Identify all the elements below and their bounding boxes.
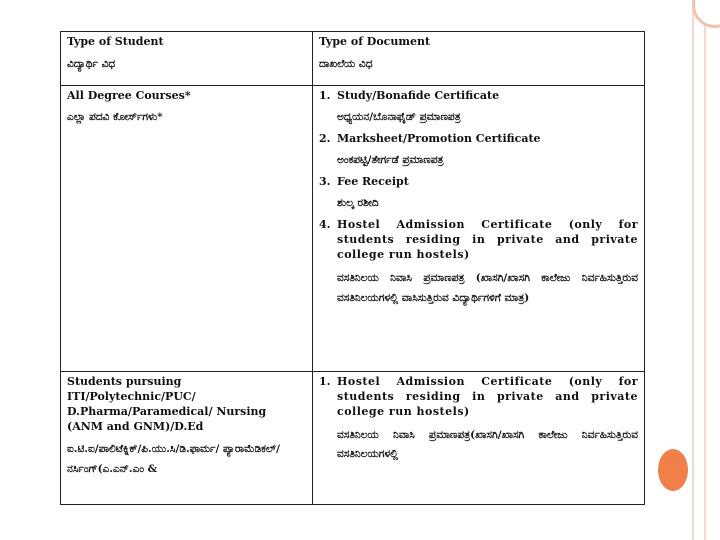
table-header-row — [61, 32, 645, 86]
document-item — [319, 175, 638, 210]
document-cell-degree — [313, 86, 645, 372]
table-row-iti — [61, 372, 645, 505]
slide-border-left — [692, 0, 694, 540]
document-item — [319, 132, 638, 167]
header-student-type — [61, 32, 313, 86]
student-cell-iti — [61, 372, 313, 505]
document-name-en: Hostel Admission Certificate (only for students residing in private and private college run hostels) — [337, 218, 638, 261]
student-type-en: Students pursuing ITI/Polytechnic/PUC/ D.Pharma/Paramedical/ Nursing (ANM and GNM)/D.Ed — [67, 375, 267, 433]
decorative-circle-orange — [658, 449, 688, 491]
document-name-kn: ವಸತಿನಿಲಯ ನಿವಾಸಿ ಪ್ರಮಾಣಪತ್ರ (ಖಾಸಗಿ/ಖಾಸಗಿ ಕಾಲೇಜು ನಿರ್ವಹಿಸುತ್ತಿರುವ ವಸತಿನಿಲಯಗಳಲ್ಲಿ ವಾಸಿಸುತ್ತಿರುವ ವಿದ್ಯಾರ್ಥಿಗಳಿಗೆ ಮಾತ್ರ) — [337, 271, 638, 304]
document-item — [319, 218, 638, 308]
document-name-kn: ಅಂಕಪಟ್ಟಿ/ತೇರ್ಗಡೆ ಪ್ರಮಾಣಪತ್ರ — [337, 153, 444, 166]
document-number: 3. — [319, 175, 331, 189]
document-item — [319, 89, 638, 124]
document-table — [60, 31, 645, 505]
document-list — [319, 375, 638, 465]
student-type-kn: ಐ.ಟಿ.ಐ/ಪಾಲಿಟೆಕ್ನಿಕ್/ಪಿ.ಯು.ಸಿ/ಡಿ.ಫಾರ್ಮ/ ಪ್ಯಾರಾಮೆಡಿಕಲ್/ನರ್ಸಿಂಗ್(ಎ.ಎನ್.ಎಂ & — [67, 443, 280, 476]
document-name-kn: ಶುಲ್ಕ ರಶೀದಿ — [337, 196, 379, 209]
header-document-type-en: Type of Document — [319, 35, 431, 48]
student-type-en: All Degree Courses* — [67, 89, 191, 102]
document-name-kn: ವಸತಿನಿಲಯ ನಿವಾಸಿ ಪ್ರಮಾಣಪತ್ರ(ಖಾಸಗಿ/ಖಾಸಗಿ ಕಾಲೇಜು ನಿರ್ವಹಿಸುತ್ತಿರುವ ವಸತಿನಿಲಯಗಳಲ್ಲಿ — [337, 428, 638, 461]
student-cell-degree — [61, 86, 313, 372]
document-list — [319, 89, 638, 308]
document-name-en: Study/Bonafide Certificate — [337, 89, 500, 102]
document-name-en: Fee Receipt — [337, 175, 409, 189]
document-name-kn: ಅಧ್ಯಯನ/ಬೊನಾಫೈಡ್ ಪ್ರಮಾಣಪತ್ರ — [337, 110, 461, 123]
decorative-circle-top — [692, 0, 720, 28]
slide-border-right — [704, 0, 706, 540]
document-number: 1. — [319, 89, 331, 102]
document-number: 1. — [319, 375, 331, 388]
student-type-kn: ಎಲ್ಲಾ ಪದವಿ ಕೋರ್ಸ್‌ಗಳು* — [67, 110, 163, 123]
header-student-type-kn: ವಿದ್ಯಾರ್ಥಿ ವಿಧ — [67, 57, 116, 70]
document-cell-iti — [313, 372, 645, 505]
document-name-en: Marksheet/Promotion Certificate — [337, 132, 541, 146]
table-row-degree — [61, 86, 645, 372]
document-item — [319, 375, 638, 465]
document-name-en: Hostel Admission Certificate (only for students residing in private and private college run hostels) — [337, 375, 638, 418]
document-number: 2. — [319, 132, 331, 146]
document-number: 4. — [319, 218, 331, 232]
header-document-type — [313, 32, 645, 86]
header-student-type-en: Type of Student — [67, 35, 164, 48]
header-document-type-kn: ದಾಖಲೆಯ ವಿಧ — [319, 57, 373, 70]
